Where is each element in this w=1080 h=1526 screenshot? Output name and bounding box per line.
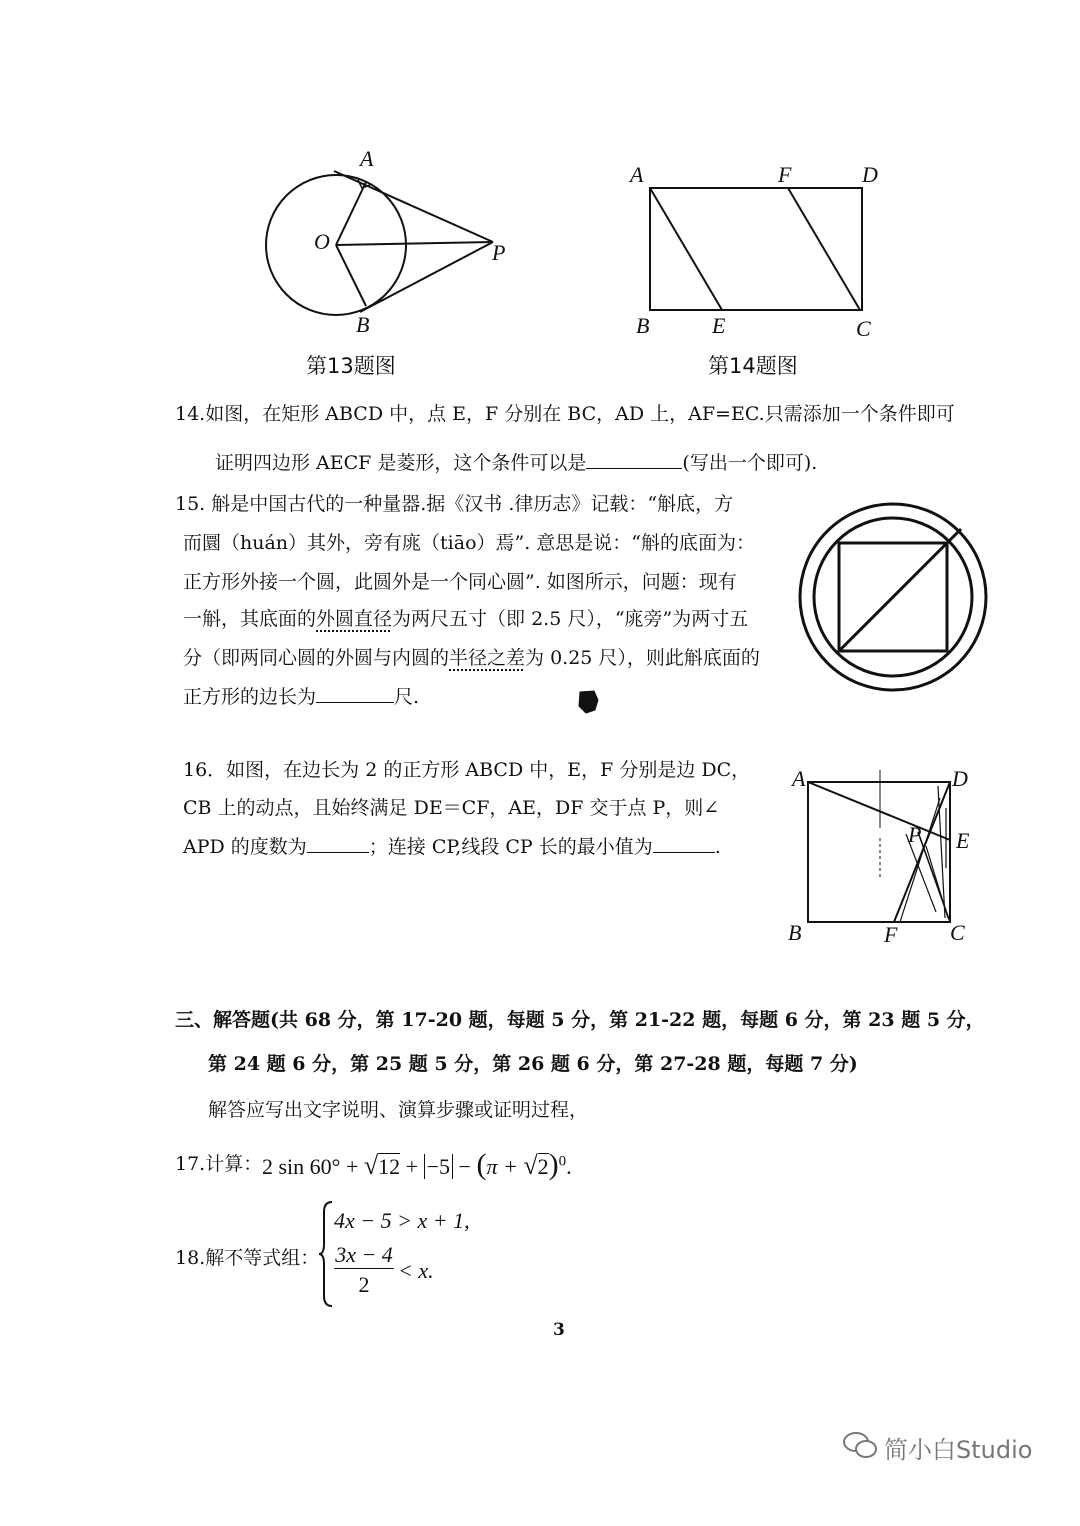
fig13-tangent-pb <box>360 242 493 312</box>
fig13-caption: 第13题图 <box>306 354 396 378</box>
fig16-label-d: D <box>952 766 968 791</box>
q15-answer-blank[interactable] <box>316 684 394 703</box>
q15-line-5 <box>183 646 760 670</box>
figure-15 <box>795 500 995 700</box>
q16-line-3 <box>183 834 721 859</box>
q16-line-3-c: . <box>714 836 721 858</box>
fig14-label-d: D <box>862 162 878 187</box>
q14-line-2 <box>215 450 817 475</box>
q17-sqrt-2: √2 <box>523 1151 549 1180</box>
fig13-label-a: A <box>360 146 374 171</box>
fig14-rectangle <box>650 188 862 310</box>
q15-emphasis-radius-diff: 半径之差 <box>449 647 526 669</box>
fig16-label-b: B <box>788 920 802 945</box>
fig13-line-ob <box>336 245 366 306</box>
q16-line-1: 16．如图，在边长为 2 的正方形 ABCD 中，E，F 分别是边 DC， <box>183 759 751 781</box>
fig16-label-e: E <box>956 828 970 853</box>
q14-line-2-post: (写出一个即可). <box>682 452 818 474</box>
fig14-label-e: E <box>712 313 726 338</box>
q16-line-3-a: APD 的度数为 <box>183 836 307 858</box>
q15-line-4 <box>183 607 748 631</box>
fig14-label-b: B <box>636 313 650 338</box>
q17-pi: π + <box>486 1154 524 1179</box>
fig14-label-a: A <box>630 162 644 187</box>
q15-line-4-c: 为两尺五寸（即 2.5 尺），“庣旁”为两寸五 <box>392 608 749 630</box>
fig14-label-f: F <box>778 162 792 187</box>
q16-min-blank[interactable] <box>653 834 715 853</box>
page-number: 3 <box>553 1320 565 1340</box>
fig16-label-f: F <box>884 922 898 947</box>
q15-emphasis-outer-diameter: 外圆直径 <box>316 608 393 630</box>
fig15-diagonal <box>839 529 961 651</box>
fig16-label-a: A <box>792 766 806 791</box>
q17-left-paren: ( <box>476 1148 487 1181</box>
q14-line-2-pre: 证明四边形 AECF 是菱形，这个条件可以是 <box>215 452 587 474</box>
q18-label: 18.解不等式组： <box>175 1247 320 1269</box>
q16-line-2: CB 上的动点，且始终满足 DE＝CF，AE，DF 交于点 P，则∠ <box>183 797 720 819</box>
section3-line-1: 三、解答题(共 68 分，第 17-20 题，每题 5 分，第 21-22 题，每题 6 分，第 23 题 5 分， <box>175 1009 985 1031</box>
fig14-label-c: C <box>856 316 871 341</box>
fig16-square <box>808 782 950 922</box>
watermark-text: 简小白Studio <box>884 1436 1033 1464</box>
fig13-label-o: O <box>314 229 330 254</box>
fig13-label-b: B <box>356 312 370 337</box>
fig16-label-p: P <box>908 822 922 847</box>
q17-right-paren: ) <box>548 1148 559 1181</box>
fig14-line-fc <box>788 188 860 310</box>
q15-line-2: 而圜（huán）其外，旁有庣（tiāo）焉”. 意思是说：“斛的底面为： <box>183 532 756 554</box>
wechat-icon <box>842 1430 878 1460</box>
q17-part-1: 2 sin 60° + <box>262 1154 364 1179</box>
q18-denominator: 2 <box>358 1272 370 1297</box>
q15-line-1: 15. 斛是中国古代的一种量器.据《汉书 .律历志》记载：“斛底，方 <box>175 493 734 515</box>
figure-16 <box>790 768 970 938</box>
q17-end: . <box>566 1154 572 1179</box>
fig16-sketch-3 <box>926 846 948 918</box>
section3-line-3: 解答应写出文字说明、演算步骤或证明过程， <box>208 1099 589 1121</box>
fig14-caption: 第14题图 <box>708 354 798 378</box>
fig13-tangent-pa <box>334 171 493 242</box>
q15-line-6-pre: 正方形的边长为 <box>183 686 317 708</box>
q18-brace <box>318 1200 334 1308</box>
q18-rhs: < x. <box>398 1258 434 1283</box>
q15-line-6 <box>183 684 419 709</box>
q16-angle-blank[interactable] <box>307 834 369 853</box>
figure-14 <box>640 180 870 315</box>
q17-label: 17.计算： <box>175 1153 263 1175</box>
ink-blot <box>574 688 602 716</box>
q15-line-5-c: 为 0.25 尺），则此斛底面的 <box>525 647 760 669</box>
q14-answer-blank[interactable] <box>586 450 682 469</box>
q17-exponent: 0 <box>558 1153 567 1170</box>
fig16-sketch-1 <box>900 798 940 922</box>
fig13-label-p: P <box>492 240 506 265</box>
q14-line-1: 14.如图，在矩形 ABCD 中，点 E，F 分别在 BC，AD 上，AF=EC.只需添加一个条件即可 <box>175 403 955 425</box>
q15-line-3: 正方形外接一个圆，此圆外是一个同心圆”. 如图所示，问题：现有 <box>183 571 737 593</box>
q17-part-3: − <box>453 1154 477 1179</box>
q15-line-6-post: 尺. <box>394 686 420 708</box>
q17-expression <box>262 1148 572 1182</box>
section3-line-2: 第 24 题 6 分，第 25 题 5 分，第 26 题 6 分，第 27-28 题，每题 7 分) <box>208 1053 858 1075</box>
q17-abs-value: −5 <box>424 1154 453 1179</box>
fig13-line-op <box>336 242 493 245</box>
fig16-label-c: C <box>950 920 965 945</box>
q15-line-5-a: 分（即两同心圆的外圆与内圆的 <box>183 647 450 669</box>
q18-inequality-1: 4x − 5 > x + 1, <box>334 1208 470 1233</box>
fig14-line-ae <box>650 188 722 310</box>
q16-line-3-b: ；连接 CP,线段 CP 长的最小值为 <box>368 836 653 858</box>
q18-numerator: 3x − 4 <box>335 1242 393 1267</box>
q17-sqrt-12: √12 <box>363 1151 401 1180</box>
fig13-line-oa <box>336 182 366 245</box>
q17-part-2: + <box>400 1154 424 1179</box>
q15-line-4-a: 一斛，其底面的 <box>183 608 317 630</box>
